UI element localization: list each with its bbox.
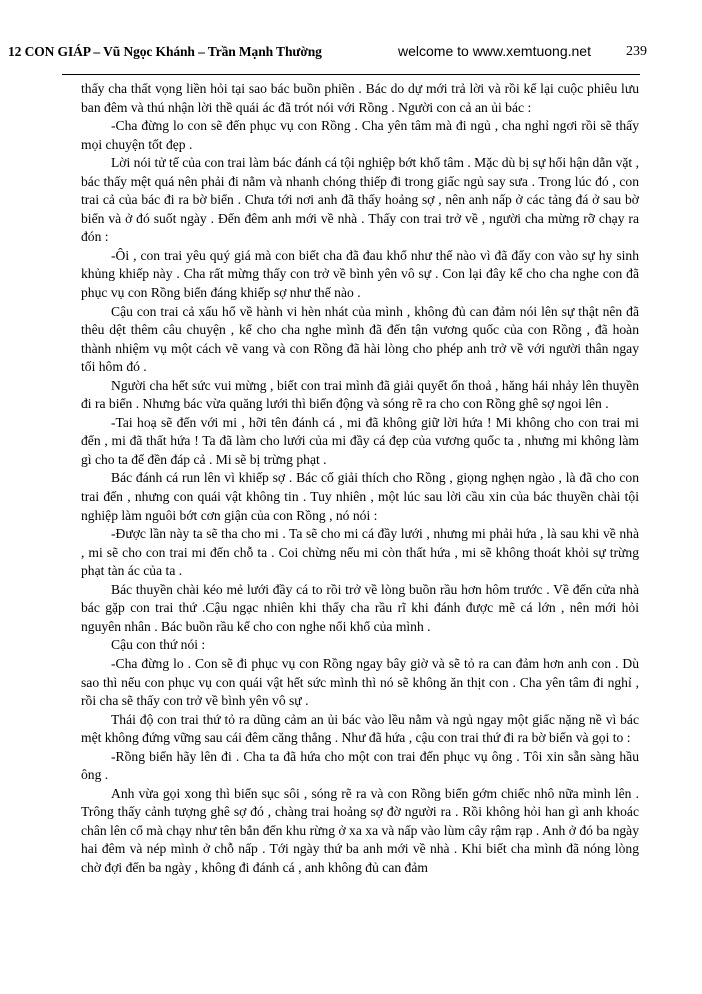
paragraph: -Được lần này ta sẽ tha cho mi . Ta sẽ cho mi cá đầy lưới , nhưng mi phải hứa , là sau khi về nhà , mi sẽ cho con trai mi đến chỗ ta . Coi chừng nếu mi còn thất hứa , mi sẽ không thoát khỏi sự trừng phạt tàn ác của ta . <box>81 526 639 579</box>
page-header <box>8 44 698 64</box>
story-text <box>81 80 639 878</box>
paragraph: Lời nói tử tế của con trai làm bác đánh cá tội nghiệp bớt khổ tâm . Mặc dù bị sự hối hận dằn vặt , bác thấy mệt quá nên phải đi nằm và nhanh chóng thiếp đi trong giấc ngủ say sưa . Trong lúc đó , con trai cả của bác đi ra bờ biển . Chưa tới nơi anh đã thấy hoảng sợ , nên anh nấp ở các tảng đá ở sau bờ biển và ở đó suốt ngày . Đến đêm anh mới về nhà . Thấy con trai trở về , người cha mừng rỡ chạy ra đón : <box>81 155 639 245</box>
book-title: 12 CON GIÁP – Vũ Ngọc Khánh – Trần Mạnh Thường <box>8 44 322 59</box>
paragraph: -Tai hoạ sẽ đến với mi , hỡi tên đánh cá , mi đã không giữ lời hứa ! Mi không cho con trai mi đến , mi đã thất hứa ! Ta đã làm cho lưới của mi đầy cá đẹp của vương quốc ta , nhưng mi không làm gì cho ta để đền đáp cả . Mi sẽ bị trừng phạt . <box>81 414 639 467</box>
paragraph: -Rồng biển hãy lên đi . Cha ta đã hứa cho một con trai đến phục vụ ông . Tôi xin sẵn sàng hầu ông . <box>81 748 639 783</box>
paragraph: Bác thuyền chài kéo mẻ lưới đầy cá to rồi trở về lòng buồn rầu hơn hôm trước . Về đến cửa nhà bác gặp con trai thứ .Cậu ngạc nhiên khi thấy cha rầu rĩ khi đánh được mẽ cá lớn , nên mới hỏi nguyên nhân . Bác buồn rầu kể cho con nghe nổi khổ của mình . <box>81 581 639 634</box>
paragraph: Cậu con trai cả xấu hổ về hành vi hèn nhát của mình , không đủ can đảm nói lên sự thật nên đã thêu dệt thêm câu chuyện , kể cho cha nghe mình đã đến tận vương quốc của con Rồng , đã hoàn thành nhiệm vụ một cách vẽ vang và con Rồng đã hài lòng cho phép anh trở về với người thân ngay tối hôm đó . <box>81 303 639 375</box>
paragraph: thấy cha thất vọng liền hỏi tại sao bác buồn phiền . Bác do dự mới trả lời và rồi kể lại cuộc phiêu lưu ban đêm và thú nhận lời thề quái ác đã trót nói với Rồng . Người con cả an ủi bác : <box>81 81 639 115</box>
header-divider <box>62 74 640 75</box>
page-number: 239 <box>626 44 647 59</box>
paragraph: Người cha hết sức vui mừng , biết con trai mình đã giải quyết ổn thoả , hăng hái nhảy lên thuyền đi ra biển . Nhưng bác vừa quăng lưới thì biển động và sóng rẽ ra cho con Rồng ghê sợ ngoi lên . <box>81 377 639 412</box>
paragraph: Bác đánh cá run lên vì khiếp sợ . Bác cố giải thích cho Rồng , giọng nghẹn ngào , là đã cho con trai đến , nhưng con quái vật không tin . Tuy nhiên , một lúc sau lời cầu xin của bác thuyền chài tội nghiệp làm nguôi bớt cơn giận của con Rồng , nó nói : <box>81 470 639 523</box>
paragraph: Cậu con thứ nói : <box>111 637 206 653</box>
paragraph: -Cha đừng lo con sẽ đến phục vụ con Rồng . Cha yên tâm mà đi ngủ , cha nghỉ ngơi rồi sẽ thấy mọi chuyện tốt đẹp . <box>81 118 639 152</box>
paragraph: -Ôi , con trai yêu quý giá mà con biết cha đã đau khổ như thế nào vì đã đẩy con vào sự hy sinh khủng khiếp này . Cha rất mừng thấy con trở về bình yên vô sự . Con lại đây kể cho cha nghe con đã phục vụ con Rồng biển đáng khiếp sợ như thế nào . <box>81 247 639 301</box>
paragraph: -Cha đừng lo . Con sẽ đi phục vụ con Rồng ngay bây giờ và sẽ tỏ ra can đảm hơn anh con . Dù sao thì nếu con phục vụ con quái vật hết sức mình thì nó sẽ không ăn thịt con . Cha yên tâm đi nghỉ , rồi cha sẽ thấy con trở về bình yên vô sự . <box>81 655 639 709</box>
website-link[interactable]: welcome to www.xemtuong.net <box>398 43 591 59</box>
paragraph: Thái độ con trai thứ tỏ ra dũng cảm an ủi bác vào lều nằm và ngủ ngay một giấc nặng nề vì bác mệt không đứng vững sau cái đêm căng thẳng . Như đã hứa , cậu con trai thứ đi ra bờ biển và gọi to : <box>81 711 639 746</box>
paragraph: Anh vừa gọi xong thì biển sục sôi , sóng rẽ ra và con Rồng biển gớm chiếc nhô nữa mình lên . Trông thấy cảnh tượng ghê sợ đó , chàng trai hoảng sợ đờ người ra . Rồi không hỏi han gì anh khoác chân lên cổ mà chạy như tên bắn đến khu rừng ở xa xa và nấp vào lùm cây rậm rạp . Anh ở đó ba ngày hai đêm và nép mình ở chỗ nấp . Tới ngày thứ ba anh mới về nhà . Khi biết cha mình đã nóng lòng chờ đợi đến ba ngày , không đi đánh cá , anh không đủ can đảm <box>81 785 639 875</box>
